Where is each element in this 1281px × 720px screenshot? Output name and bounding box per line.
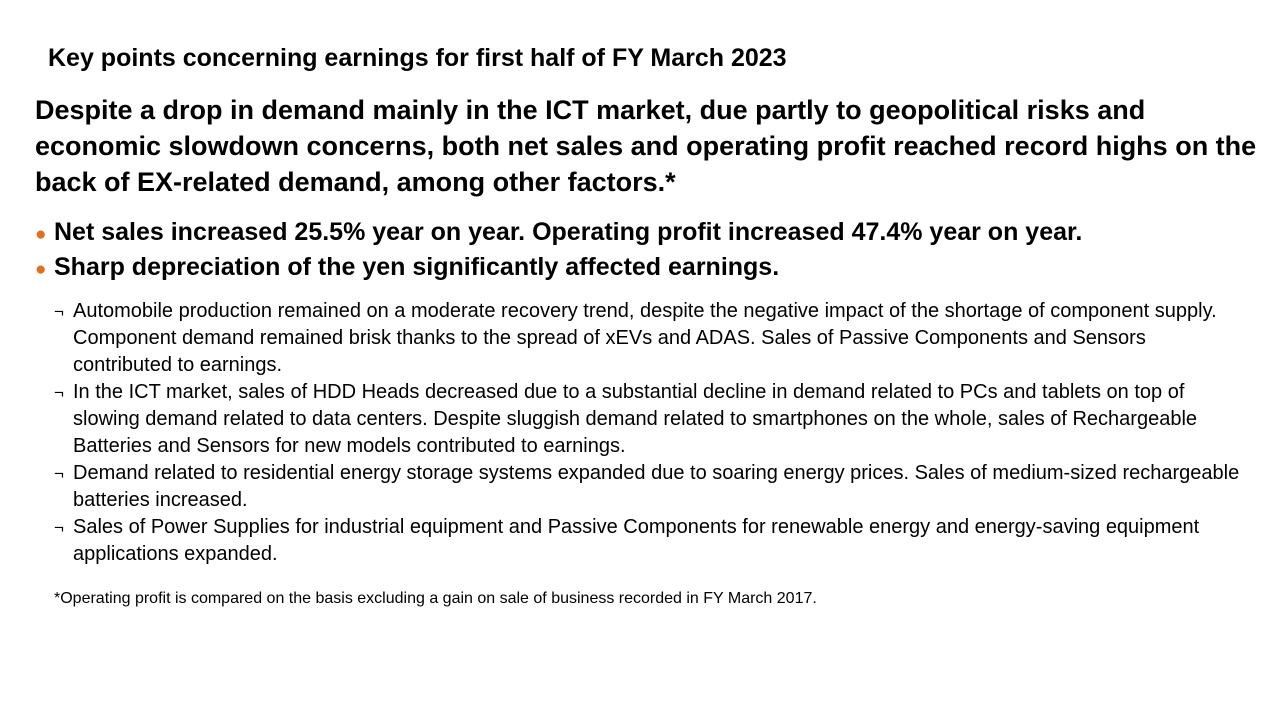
lead-statement: Despite a drop in demand mainly in the ICT market, due partly to geopolitical risks and economic slowdown concerns, both net sales and operating profit reached record highs on the back of EX-related demand, among other factors.* bbox=[35, 95, 1257, 197]
not-sign-bullet-icon: ¬ bbox=[54, 464, 64, 483]
not-sign-bullet-icon: ¬ bbox=[54, 518, 64, 537]
detail-item bbox=[54, 460, 1249, 514]
key-point bbox=[35, 251, 1265, 286]
page-title: Key points concerning earnings for first half of FY March 2023 bbox=[48, 44, 787, 72]
key-points-list bbox=[35, 216, 1265, 286]
detail-item bbox=[54, 379, 1249, 460]
footnote: *Operating profit is compared on the basis excluding a gain on sale of business recorded in FY March 2017. bbox=[54, 590, 817, 607]
not-sign-bullet-icon: ¬ bbox=[54, 383, 64, 402]
bullet-dot-icon: ● bbox=[35, 224, 47, 245]
key-point bbox=[35, 216, 1265, 251]
detail-item bbox=[54, 514, 1249, 568]
key-point-text: Sharp depreciation of the yen significantly affected earnings. bbox=[54, 253, 780, 281]
details-list bbox=[54, 298, 1249, 568]
detail-item bbox=[54, 298, 1249, 379]
key-point-text: Net sales increased 25.5% year on year. Operating profit increased 47.4% year on year. bbox=[54, 218, 1083, 246]
detail-text: Automobile production remained on a moderate recovery trend, despite the negative impact of the shortage of component supply. Component demand remained brisk thanks to the spread of xEVs and ADAS. Sales of Passive Components and Sensors contributed to earnings. bbox=[73, 300, 1217, 376]
bullet-dot-icon: ● bbox=[35, 259, 47, 280]
detail-text: Demand related to residential energy storage systems expanded due to soaring energy prices. Sales of medium-sized rechargeable batteries increased. bbox=[73, 462, 1240, 511]
not-sign-bullet-icon: ¬ bbox=[54, 302, 64, 321]
detail-text: Sales of Power Supplies for industrial equipment and Passive Components for renewable energy and energy-saving equipment applications expanded. bbox=[73, 516, 1200, 565]
detail-text: In the ICT market, sales of HDD Heads decreased due to a substantial decline in demand related to PCs and tablets on top of slowing demand related to data centers. Despite sluggish demand related to smartphones on the whole, sales of Rechargeable Batteries and Sensors for new models contributed to earnings. bbox=[73, 381, 1198, 457]
